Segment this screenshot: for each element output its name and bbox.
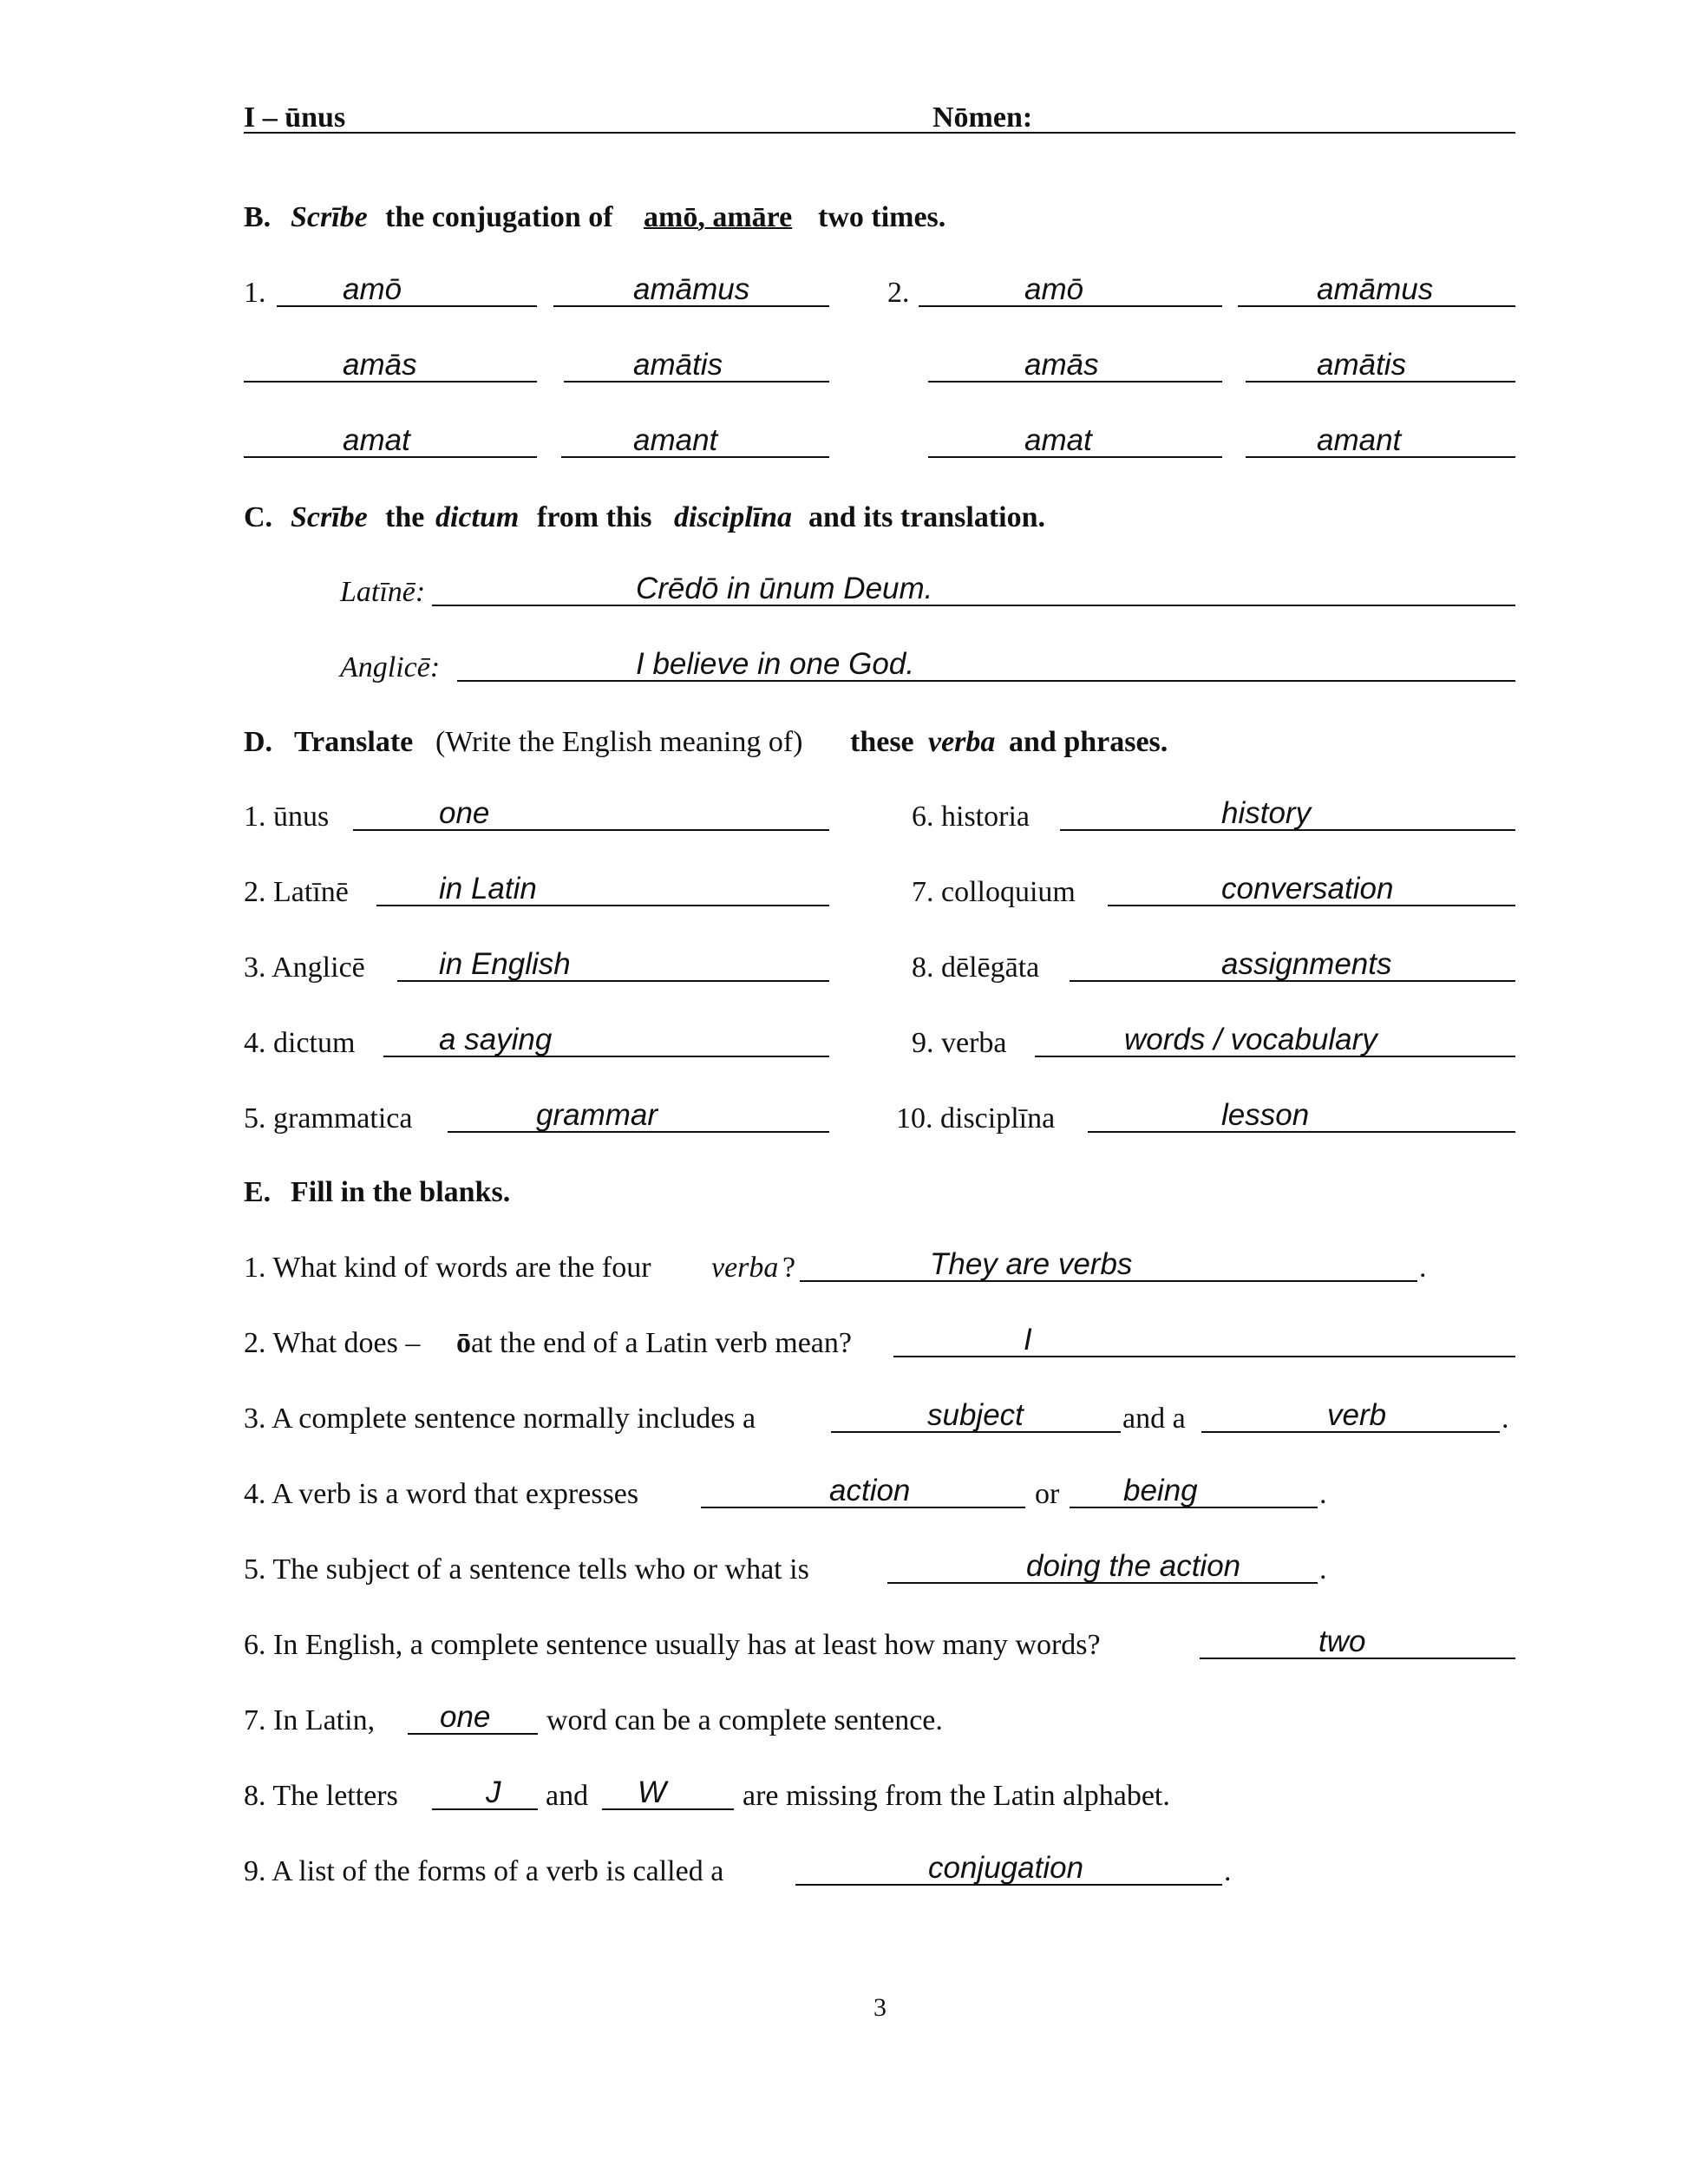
vocab-item-label: 6. historia — [912, 801, 1030, 833]
section-e-letter: E. — [244, 1176, 272, 1208]
vocab-item-label: 1. ūnus — [244, 801, 330, 833]
blank-line — [602, 1808, 734, 1810]
blank-line — [1201, 1431, 1500, 1433]
section-c-text: from this — [537, 501, 652, 533]
blank-line — [432, 1808, 538, 1810]
latine-label: Latīnē: — [340, 576, 426, 608]
question-text: . — [1224, 1855, 1232, 1887]
conj-1-form: amāmus — [633, 272, 750, 306]
question-text: 5. The subject of a sentence tells who or what is — [244, 1553, 809, 1586]
blank-line — [1238, 305, 1515, 307]
blank-line — [448, 1131, 829, 1133]
vocab-item-label: 4. dictum — [244, 1027, 356, 1059]
question-text-bold: ō — [456, 1327, 471, 1359]
conj-2-form: amās — [1024, 348, 1099, 382]
anglice-answer: I believe in one God. — [636, 647, 915, 681]
question-text: 8. The letters — [244, 1780, 398, 1812]
vocab-item-label: 8. dēlēgāta — [912, 951, 1040, 984]
blank-line — [1035, 1056, 1515, 1057]
blank-line — [887, 1582, 1318, 1584]
question-answer: subject — [927, 1398, 1024, 1432]
question-answer: two — [1318, 1625, 1366, 1658]
section-e-title: Fill in the blanks. — [291, 1176, 511, 1208]
anglice-label: Anglicē: — [340, 651, 441, 683]
vocab-item-answer: in English — [439, 947, 571, 981]
question-text: . — [1419, 1252, 1427, 1284]
question-text: at the end of a Latin verb mean? — [471, 1327, 852, 1359]
question-text: or — [1035, 1478, 1060, 1510]
blank-line — [1070, 980, 1515, 982]
blank-line — [1088, 1131, 1515, 1133]
section-c-letter: C. — [244, 501, 273, 533]
blank-line — [383, 1056, 829, 1057]
conj-2-form: amant — [1317, 423, 1402, 457]
blank-line — [457, 680, 1515, 682]
vocab-item-answer: one — [439, 796, 490, 830]
vocab-item-answer: history — [1221, 796, 1312, 830]
conj-2-form: amātis — [1317, 348, 1407, 382]
section-d-text: these — [850, 726, 914, 758]
vocab-item-label: 9. verba — [912, 1027, 1007, 1059]
vocab-item-label: 5. grammatica — [244, 1102, 413, 1135]
blank-line — [928, 456, 1222, 458]
section-b-text-end: two times. — [818, 201, 946, 233]
vocab-item-answer: words / vocabulary — [1124, 1023, 1377, 1056]
question-text: 9. A list of the forms of a verb is called a — [244, 1855, 724, 1887]
question-answer: J — [486, 1775, 501, 1809]
question-text: 1. What kind of words are the four — [244, 1252, 651, 1284]
question-text: and a — [1122, 1403, 1186, 1435]
question-answer: conjugation — [928, 1851, 1084, 1885]
section-d-verba: verba — [928, 726, 996, 758]
question-text: and — [546, 1780, 589, 1812]
question-answer: being — [1123, 1474, 1198, 1507]
blank-line — [564, 381, 829, 383]
question-text: 2. What does – — [244, 1327, 421, 1359]
vocab-item-label: 7. colloquium — [912, 876, 1076, 908]
question-text: . — [1319, 1553, 1327, 1586]
vocab-item-answer: grammar — [536, 1098, 658, 1132]
question-answer: W — [638, 1775, 667, 1809]
section-d-letter: D. — [244, 726, 273, 758]
section-c-dictum: dictum — [435, 501, 520, 533]
vocab-item-label: 2. Latīnē — [244, 876, 349, 908]
question-text-italic: verba — [711, 1252, 779, 1284]
vocab-item-label: 3. Anglicē — [244, 951, 365, 984]
page-number: 3 — [873, 1993, 887, 2022]
blank-line — [795, 1884, 1222, 1886]
blank-line — [376, 905, 829, 906]
question-answer: doing the action — [1026, 1549, 1241, 1583]
blank-line — [432, 605, 1515, 606]
question-answer: They are verbs — [930, 1247, 1133, 1281]
section-d-translate: Translate — [294, 726, 414, 758]
blank-line — [277, 305, 537, 307]
conj-2-form: amat — [1024, 423, 1092, 457]
section-c-text-end: and its translation. — [808, 501, 1045, 533]
question-answer: I — [1024, 1323, 1032, 1357]
blank-line — [1246, 381, 1515, 383]
blank-line — [244, 456, 537, 458]
blank-line — [353, 829, 829, 831]
conj-1-form: amat — [343, 423, 410, 457]
question-text: . — [1319, 1478, 1327, 1510]
conj-1-form: amō — [343, 272, 402, 306]
blank-line — [919, 305, 1222, 307]
section-b-letter: B. — [244, 201, 272, 233]
section-c-disciplina: disciplīna — [674, 501, 793, 533]
header-name-label: Nōmen: — [932, 101, 1033, 134]
question-text: 6. In English, a complete sentence usually has at least how many words? — [244, 1629, 1101, 1661]
vocab-item-label: 10. disciplīna — [896, 1102, 1056, 1135]
question-text: 4. A verb is a word that expresses — [244, 1478, 639, 1510]
blank-line — [1060, 829, 1515, 831]
section-c-text: the — [385, 501, 425, 533]
blank-line — [561, 456, 829, 458]
conj-1-form: amant — [633, 423, 718, 457]
question-answer: verb — [1327, 1398, 1387, 1432]
vocab-item-answer: lesson — [1221, 1098, 1310, 1132]
conj-1-form: amātis — [633, 348, 723, 382]
vocab-item-answer: assignments — [1221, 947, 1392, 981]
section-d-text: (Write the English meaning of) — [435, 726, 803, 758]
header-rule — [244, 132, 1515, 134]
blank-line — [244, 381, 537, 383]
section-b-verb: amō, amāre — [644, 201, 793, 233]
blank-line — [1200, 1658, 1515, 1659]
conj-2-number: 2. — [887, 277, 910, 309]
blank-line — [397, 980, 829, 982]
blank-line — [893, 1356, 1515, 1357]
vocab-item-answer: conversation — [1221, 872, 1394, 906]
blank-line — [831, 1431, 1121, 1433]
blank-line — [800, 1280, 1417, 1282]
blank-line — [1246, 456, 1515, 458]
question-text: ? — [782, 1252, 796, 1284]
blank-line — [928, 381, 1222, 383]
conj-1-form: amās — [343, 348, 417, 382]
conj-1-number: 1. — [244, 277, 266, 309]
section-b-scribe: Scrībe — [291, 201, 368, 233]
question-text: 3. A complete sentence normally includes a — [244, 1403, 756, 1435]
question-text: are missing from the Latin alphabet. — [743, 1780, 1170, 1812]
blank-line — [1070, 1507, 1318, 1508]
conj-2-form: amāmus — [1317, 272, 1434, 306]
section-d-text-end: and phrases. — [1009, 726, 1168, 758]
question-text: . — [1502, 1403, 1509, 1435]
question-text: word can be a complete sentence. — [546, 1704, 943, 1736]
blank-line — [701, 1507, 1025, 1508]
question-text: 7. In Latin, — [244, 1704, 376, 1736]
vocab-item-answer: a saying — [439, 1023, 553, 1056]
conj-2-form: amō — [1024, 272, 1084, 306]
blank-line — [408, 1733, 538, 1735]
vocab-item-answer: in Latin — [439, 872, 537, 906]
section-b-text: the conjugation of — [385, 201, 613, 233]
header-lesson: I – ūnus — [244, 101, 346, 134]
blank-line — [1108, 905, 1515, 906]
question-answer: one — [440, 1700, 491, 1734]
section-c-scribe: Scrībe — [291, 501, 368, 533]
question-answer: action — [829, 1474, 911, 1507]
blank-line — [553, 305, 829, 307]
latine-answer: Crēdō in ūnum Deum. — [636, 572, 933, 605]
